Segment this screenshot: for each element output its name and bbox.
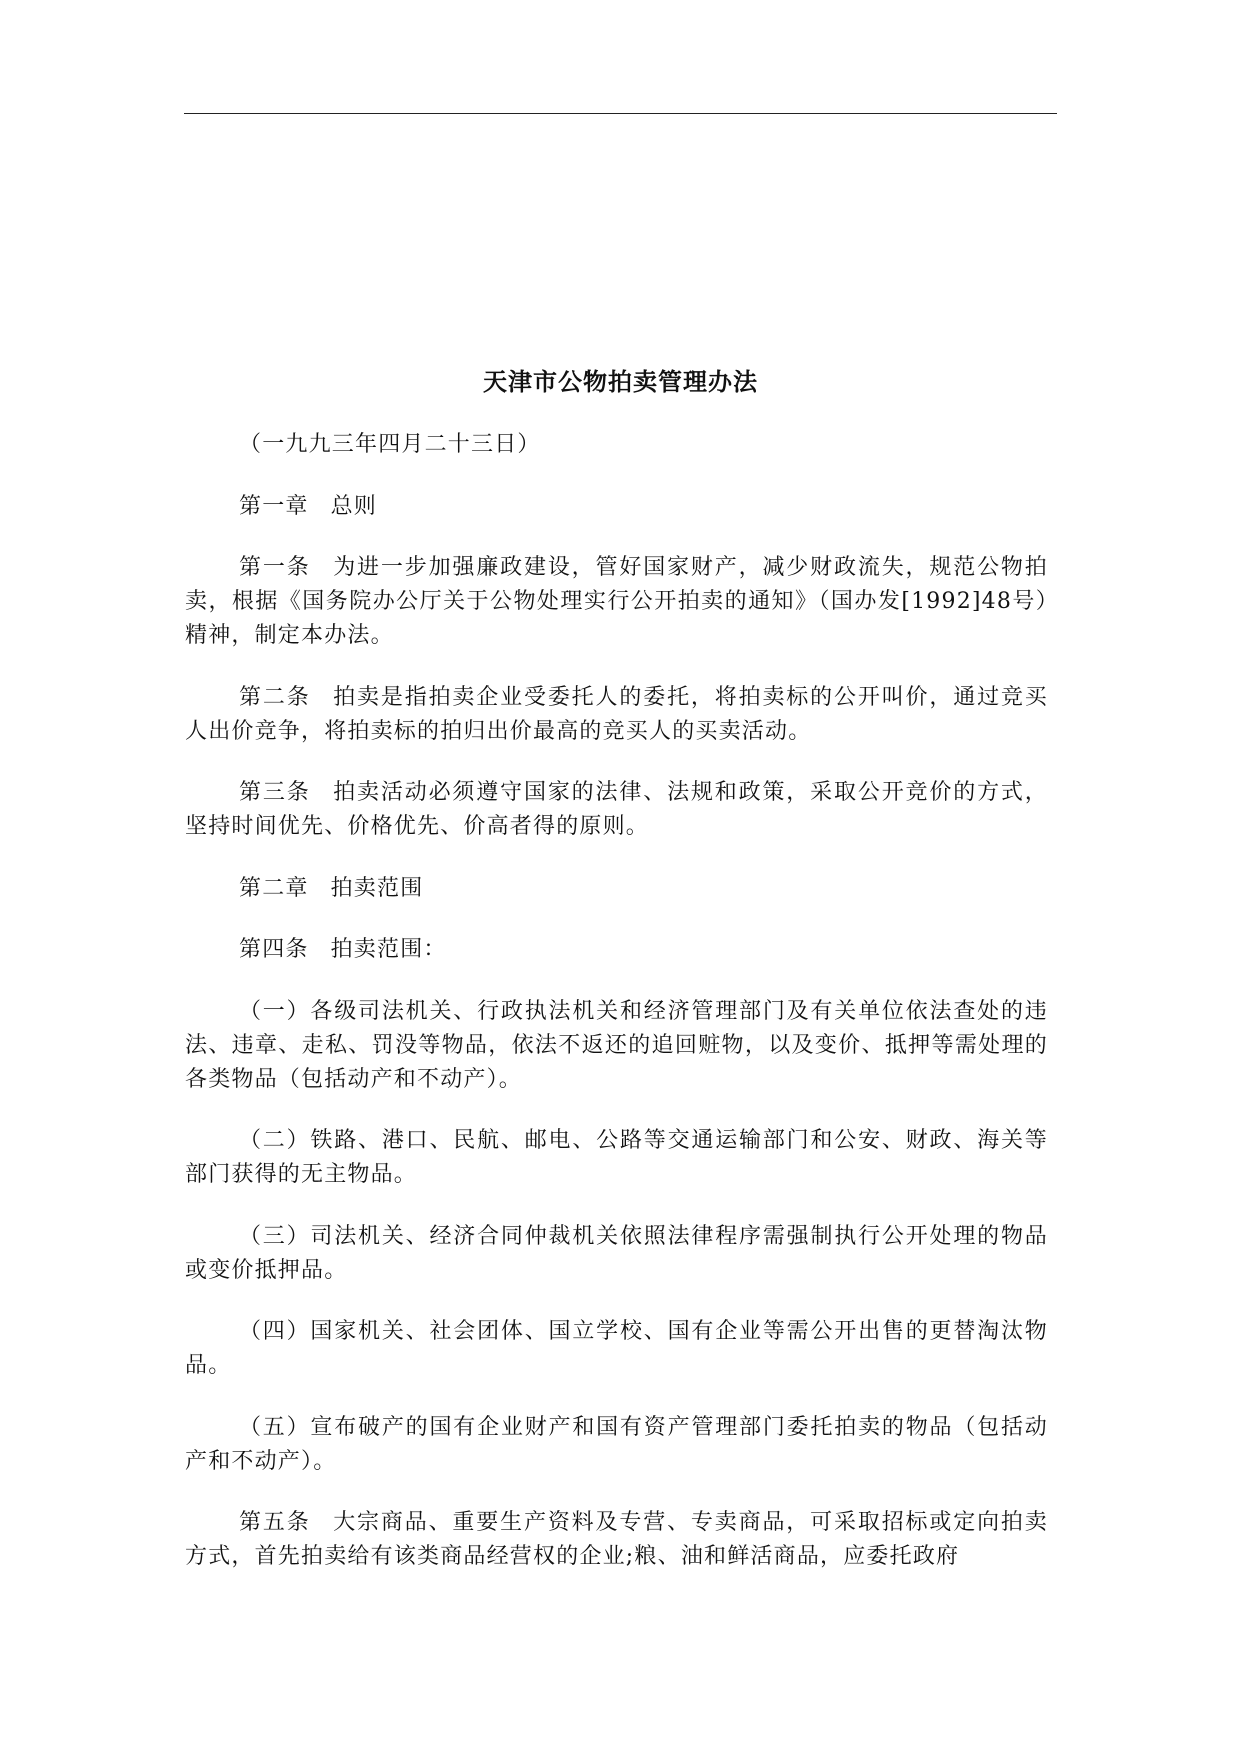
paragraph-text: 大宗商品、重要生产资料及专营、专卖商品，可采取招标或定向拍卖方式，首先拍卖给有该类商品经营权的企业;粮、油和鲜活商品，应委托政府 [185,1510,1048,1569]
paragraph-label: 第四条 [239,937,309,962]
date-line [185,428,1048,462]
paragraph-label: 第一章 [239,493,309,519]
document-title: 天津市公物拍卖管理办法 [483,367,758,396]
article-paragraph [185,933,1048,967]
list-item [185,995,1048,1097]
list-item [185,1315,1048,1383]
header-rule [184,113,1057,114]
paragraph-text: （三）司法机关、经济合同仲裁机关依照法律程序需强制执行公开处理的物品或变价抵押品。 [185,1223,1048,1283]
paragraph-text: 为进一步加强廉政建设，管好国家财产，减少财政流失，规范公物拍卖，根据《国务院办公厅关于公物处理实行公开拍卖的通知》（国办发[1992]48号）精神，制定本办法。 [185,555,1048,648]
article-paragraph [185,551,1048,653]
paragraph-text: （一）各级司法机关、行政执法机关和经济管理部门及有关单位依法查处的违法、违章、走私、罚没等物品，依法不返还的追回赃物，以及变价、抵押等需处理的各类物品（包括动产和不动产）。 [185,998,1048,1092]
list-item [185,1124,1048,1192]
article-paragraph [185,776,1048,844]
article-paragraph [185,1506,1048,1574]
paragraph-text: 拍卖活动必须遵守国家的法律、法规和政策，采取公开竞价的方式，坚持时间优先、价格优先、价高者得的原则。 [185,780,1048,839]
chapter-heading [185,490,1048,524]
paragraph-text: 拍卖范围 [330,875,424,901]
article-paragraph [185,681,1048,749]
paragraph-label: 第一条 [239,555,311,580]
paragraph-text: （一九九三年四月二十三日） [239,432,541,457]
list-item [185,1411,1048,1479]
paragraph-text: （五）宣布破产的国有企业财产和国有资产管理部门委托拍卖的物品（包括动产和不动产）。 [185,1414,1048,1474]
paragraph-label: 第二章 [239,875,309,901]
chapter-heading [185,872,1048,906]
paragraph-text: （二）铁路、港口、民航、邮电、公路等交通运输部门和公安、财政、海关等部门获得的无主物品。 [185,1128,1048,1187]
document-body [185,428,1048,1602]
paragraph-text: 拍卖是指拍卖企业受委托人的委托，将拍卖标的公开叫价，通过竞买人出价竞争，将拍卖标的拍归出价最高的竞买人的买卖活动。 [185,684,1048,744]
list-item [185,1220,1048,1288]
paragraph-label: 第二条 [239,684,311,710]
paragraph-label: 第三条 [239,780,311,805]
paragraph-text: 总则 [330,493,378,519]
paragraph-label: 第五条 [239,1510,311,1535]
paragraph-text: 拍卖范围： [330,937,447,962]
paragraph-text: （四）国家机关、社会团体、国立学校、国有企业等需公开出售的更替淘汰物品。 [185,1319,1048,1378]
